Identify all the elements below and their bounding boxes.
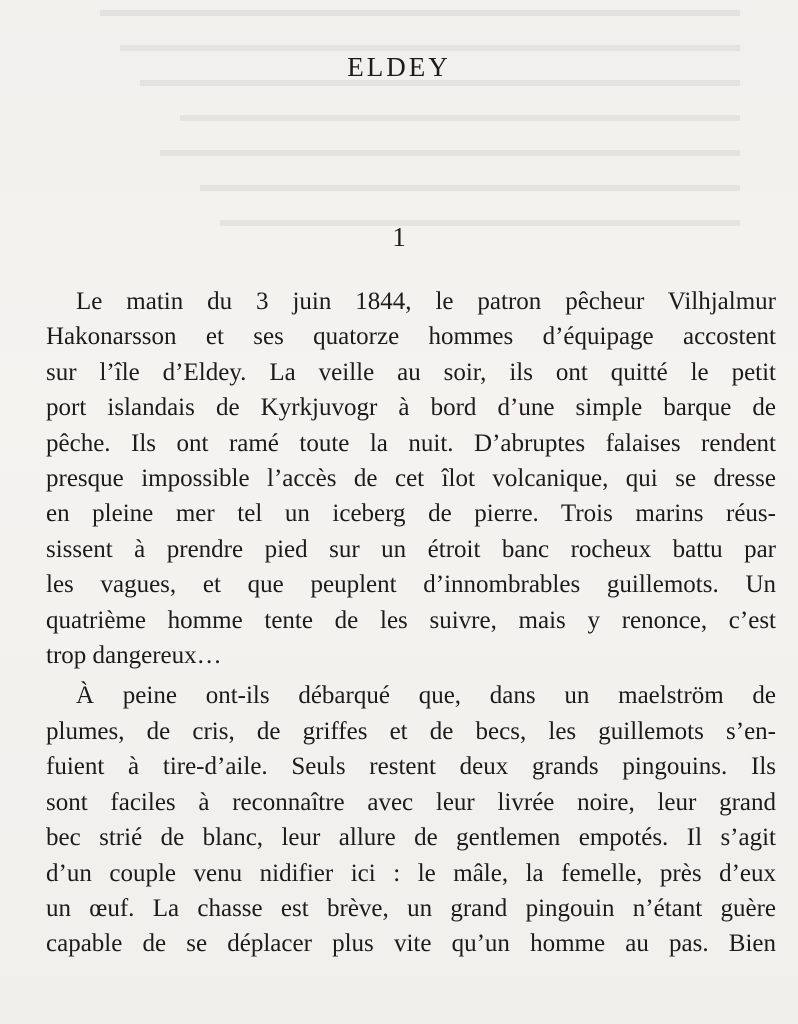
text-line: un œuf. La chasse est brève, un grand pingouin n’étant guère: [46, 894, 776, 922]
text-line: d’un couple venu nidifier ici : le mâle, la femelle, près d’eux: [46, 859, 776, 887]
text-line: plumes, de cris, de griffes et de becs, les guillemots s’en-: [46, 717, 776, 745]
text-line: fuient à tire-d’aile. Seuls restent deux grands pingouins. Ils: [46, 753, 776, 781]
text-line: Le matin du 3 juin 1844, le patron pêcheur Vilhjalmur: [76, 288, 776, 315]
text-line: les vagues, et que peuplent d’innombrables guillemots. Un: [46, 571, 776, 599]
text-line: Hakonarsson et ses quatorze hommes d’équipage accostent: [46, 323, 776, 351]
text-line: capable de se déplacer plus vite qu’un homme au pas. Bien: [46, 930, 776, 958]
text-line: sissent à prendre pied sur un étroit banc rocheux battu par: [46, 535, 776, 563]
paragraph-2: [46, 678, 776, 961]
text-line: port islandais de Kyrkjuvogr à bord d’une simple barque de: [46, 394, 776, 422]
text-line: pêche. Ils ont ramé toute la nuit. D’abruptes falaises rendent: [46, 429, 776, 457]
body-text: [46, 284, 776, 962]
text-line: À peine ont-ils débarqué que, dans un maelström de: [76, 682, 776, 710]
paragraph-1: [46, 284, 776, 673]
chapter-number: 1: [392, 222, 406, 252]
text-line: en pleine mer tel un iceberg de pierre. Trois marins réus-: [46, 500, 776, 528]
chapter-title: ELDEY: [347, 52, 451, 82]
text-line: sont faciles à reconnaître avec leur livrée noire, leur grand: [46, 788, 776, 816]
text-line: quatrième homme tente de les suivre, mais y renonce, c’est: [46, 606, 776, 634]
text-line: sur l’île d’Eldey. La veille au soir, ils ont quitté le petit: [46, 358, 776, 386]
show-through-texture: [60, 0, 798, 260]
text-line: trop dangereux…: [46, 642, 222, 670]
text-line: bec strié de blanc, leur allure de gentlemen empotés. Il s’agit: [46, 824, 776, 852]
text-line: presque impossible l’accès de cet îlot volcanique, qui se dresse: [46, 465, 776, 493]
